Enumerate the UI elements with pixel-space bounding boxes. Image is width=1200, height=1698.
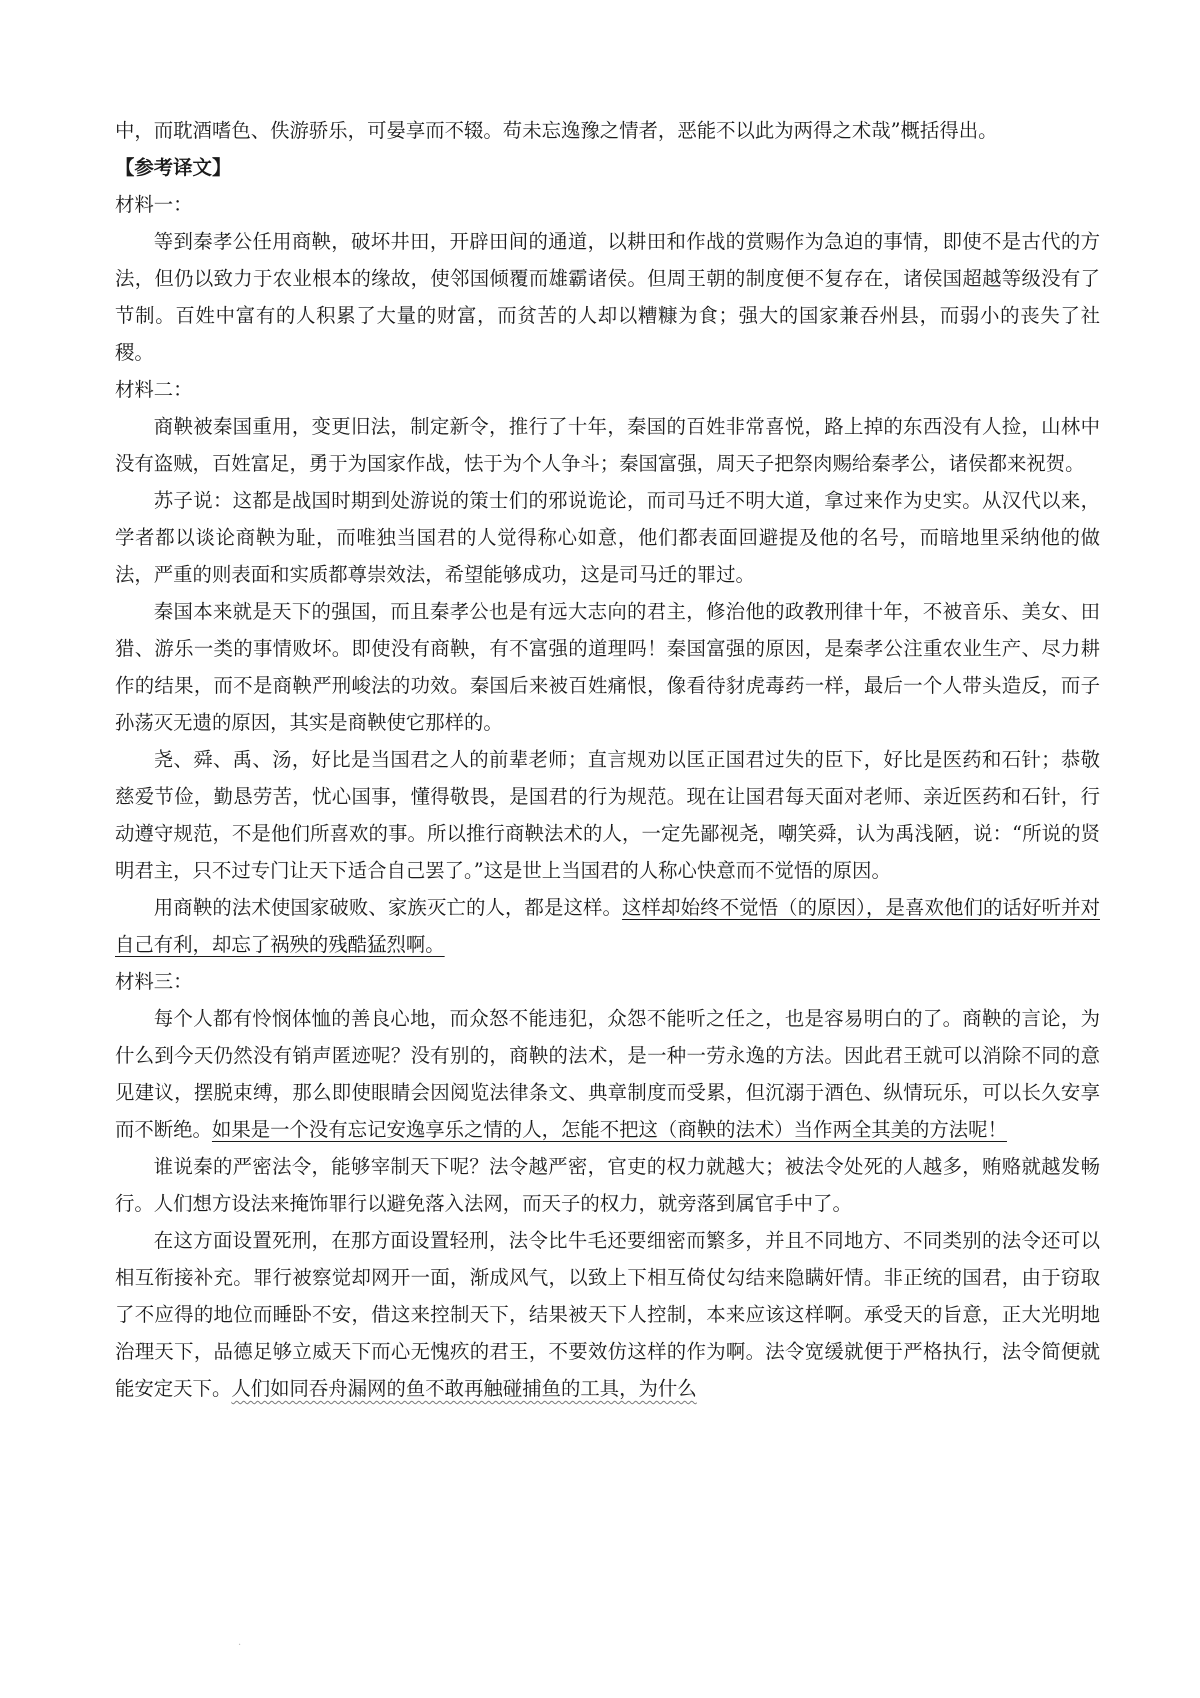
paragraph (115, 593, 1100, 741)
paragraph-text: 商鞅被秦国重用，变更旧法，制定新令，推行了十年，秦国的百姓非常喜悦，路上掉的东西没有人捡，山林中没有盗贼，百姓富足，勇于为国家作战，怯于为个人争斗；秦国富强，周天子把祭肉赐给秦孝公，诸侯都来祝贺。 (115, 415, 1100, 475)
paragraph (115, 1000, 1100, 1148)
paragraph (115, 482, 1100, 593)
paragraph (115, 889, 1100, 963)
paragraph-text: 每个人都有怜悯体恤的善良心地，而众怒不能违犯，众怨不能听之任之，也是容易明白的了。商鞅的言论，为什么到今天仍然没有销声匿迹呢？没有别的，商鞅的法术，是一种一劳永逸的方法。因此君王就可以消除不同的意见建议，摆脱束缚，那么即使眼睛会因阅览法律条文、典章制度而受累，但沉溺于酒色、纵情玩乐，可以长久安享而不断绝。 (115, 1007, 1100, 1141)
paragraph-text: 【参考译文】 (115, 156, 232, 179)
paragraph-text: 中，而耽酒嗜色、佚游骄乐，可晏享而不辍。苟未忘逸豫之情者，恶能不以此为两得之术哉”概括得出。 (115, 119, 998, 142)
paragraph (115, 741, 1100, 889)
material-label (115, 371, 1100, 408)
paragraph-text: 等到秦孝公任用商鞅，破坏井田，开辟田间的通道，以耕田和作战的赏赐作为急迫的事情，即使不是古代的方法，但仍以致力于农业根本的缘故，使邻国倾覆而雄霸诸侯。但周王朝的制度便不复存在，诸侯国超越等级没有了节制。百姓中富有的人积累了大量的财富，而贫苦的人却以糟糠为食；强大的国家兼吞州县，而弱小的丧失了社稷。 (115, 230, 1100, 364)
paragraph-text: 材料一： (115, 193, 193, 216)
paragraph-text: 苏子说：这都是战国时期到处游说的策士们的邪说诡论，而司马迁不明大道，拿过来作为史实。从汉代以来，学者都以谈论商鞅为耻，而唯独当国君的人觉得称心如意，他们都表面回避提及他的名号，而暗地里采纳他的做法，严重的则表面和实质都尊崇效法，希望能够成功，这是司马迁的罪过。 (115, 489, 1100, 586)
paragraph-text: 用商鞅的法术使国家破败、家族灭亡的人，都是这样。 (153, 896, 623, 919)
document-body (115, 112, 1100, 1407)
paragraph-text: 材料三： (115, 970, 193, 993)
underlined-text: 这样却始终不觉悟（的原因），是喜欢他们的话好听并对自己有利，却忘了祸殃的残酷猛烈啊。 (115, 896, 1100, 956)
underlined-text: 如果是一个没有忘记安逸享乐之情的人，怎能不把这（商鞅的法术）当作两全其美的方法呢！ (211, 1118, 1007, 1141)
section-heading (115, 149, 1100, 186)
paragraph-text: 在这方面设置死刑，在那方面设置轻刑，法令比牛毛还要细密而繁多，并且不同地方、不同类别的法令还可以相互衔接补充。罪行被察觉却网开一面，渐成风气，以致上下相互倚仗勾结来隐瞒奸情。非正统的国君，由于窃取了不应得的地位而睡卧不安，借这来控制天下，结果被天下人控制，本来应该这样啊。承受天的旨意，正大光明地治理天下，品德足够立威天下而心无愧疚的君王，不要效仿这样的作为啊。法令宽缓就便于严格执行，法令简便就能安定天下。 (115, 1229, 1100, 1400)
paragraph (115, 408, 1100, 482)
paragraph-text: 尧、舜、禹、汤，好比是当国君之人的前辈老师；直言规劝以匡正国君过失的臣下，好比是医药和石针；恭敬慈爱节俭，勤恳劳苦，忧心国事，懂得敬畏，是国君的行为规范。现在让国君每天面对老师、亲近医药和石针，行动遵守规范，不是他们所喜欢的事。所以推行商鞅法术的人，一定先鄙视尧，嘲笑舜，认为禹浅陋，说：“所说的贤明君主，只不过专门让天下适合自己罢了。”这是世上当国君的人称心快意而不觉悟的原因。 (115, 748, 1100, 882)
paragraph-text: 谁说秦的严密法令，能够宰制天下呢？法令越严密，官吏的权力就越大；被法令处死的人越多，贿赂就越发畅行。人们想方设法来掩饰罪行以避免落入法网，而天子的权力，就旁落到属官手中了。 (115, 1155, 1100, 1215)
paragraph (115, 1222, 1100, 1407)
paragraph (115, 112, 1100, 149)
underlined-text: 人们如同吞舟漏网的鱼不敢再触碰捕鱼的工具，为什么 (231, 1377, 697, 1400)
material-label (115, 186, 1100, 223)
paragraph-text: 秦国本来就是天下的强国，而且秦孝公也是有远大志向的君主，修治他的政教刑律十年，不被音乐、美女、田猎、游乐一类的事情败坏。即使没有商鞅，有不富强的道理吗！秦国富强的原因，是秦孝公注重农业生产、尽力耕作的结果，而不是商鞅严刑峻法的功效。秦国后来被百姓痛恨，像看待豺虎毒药一样，最后一个人带头造反，而子孙荡灭无遗的原因，其实是商鞅使它那样的。 (115, 600, 1100, 734)
paragraph (115, 1148, 1100, 1222)
paragraph-text: 材料二： (115, 378, 193, 401)
material-label (115, 963, 1100, 1000)
paragraph (115, 223, 1100, 371)
page-speck: · (238, 1640, 242, 1651)
